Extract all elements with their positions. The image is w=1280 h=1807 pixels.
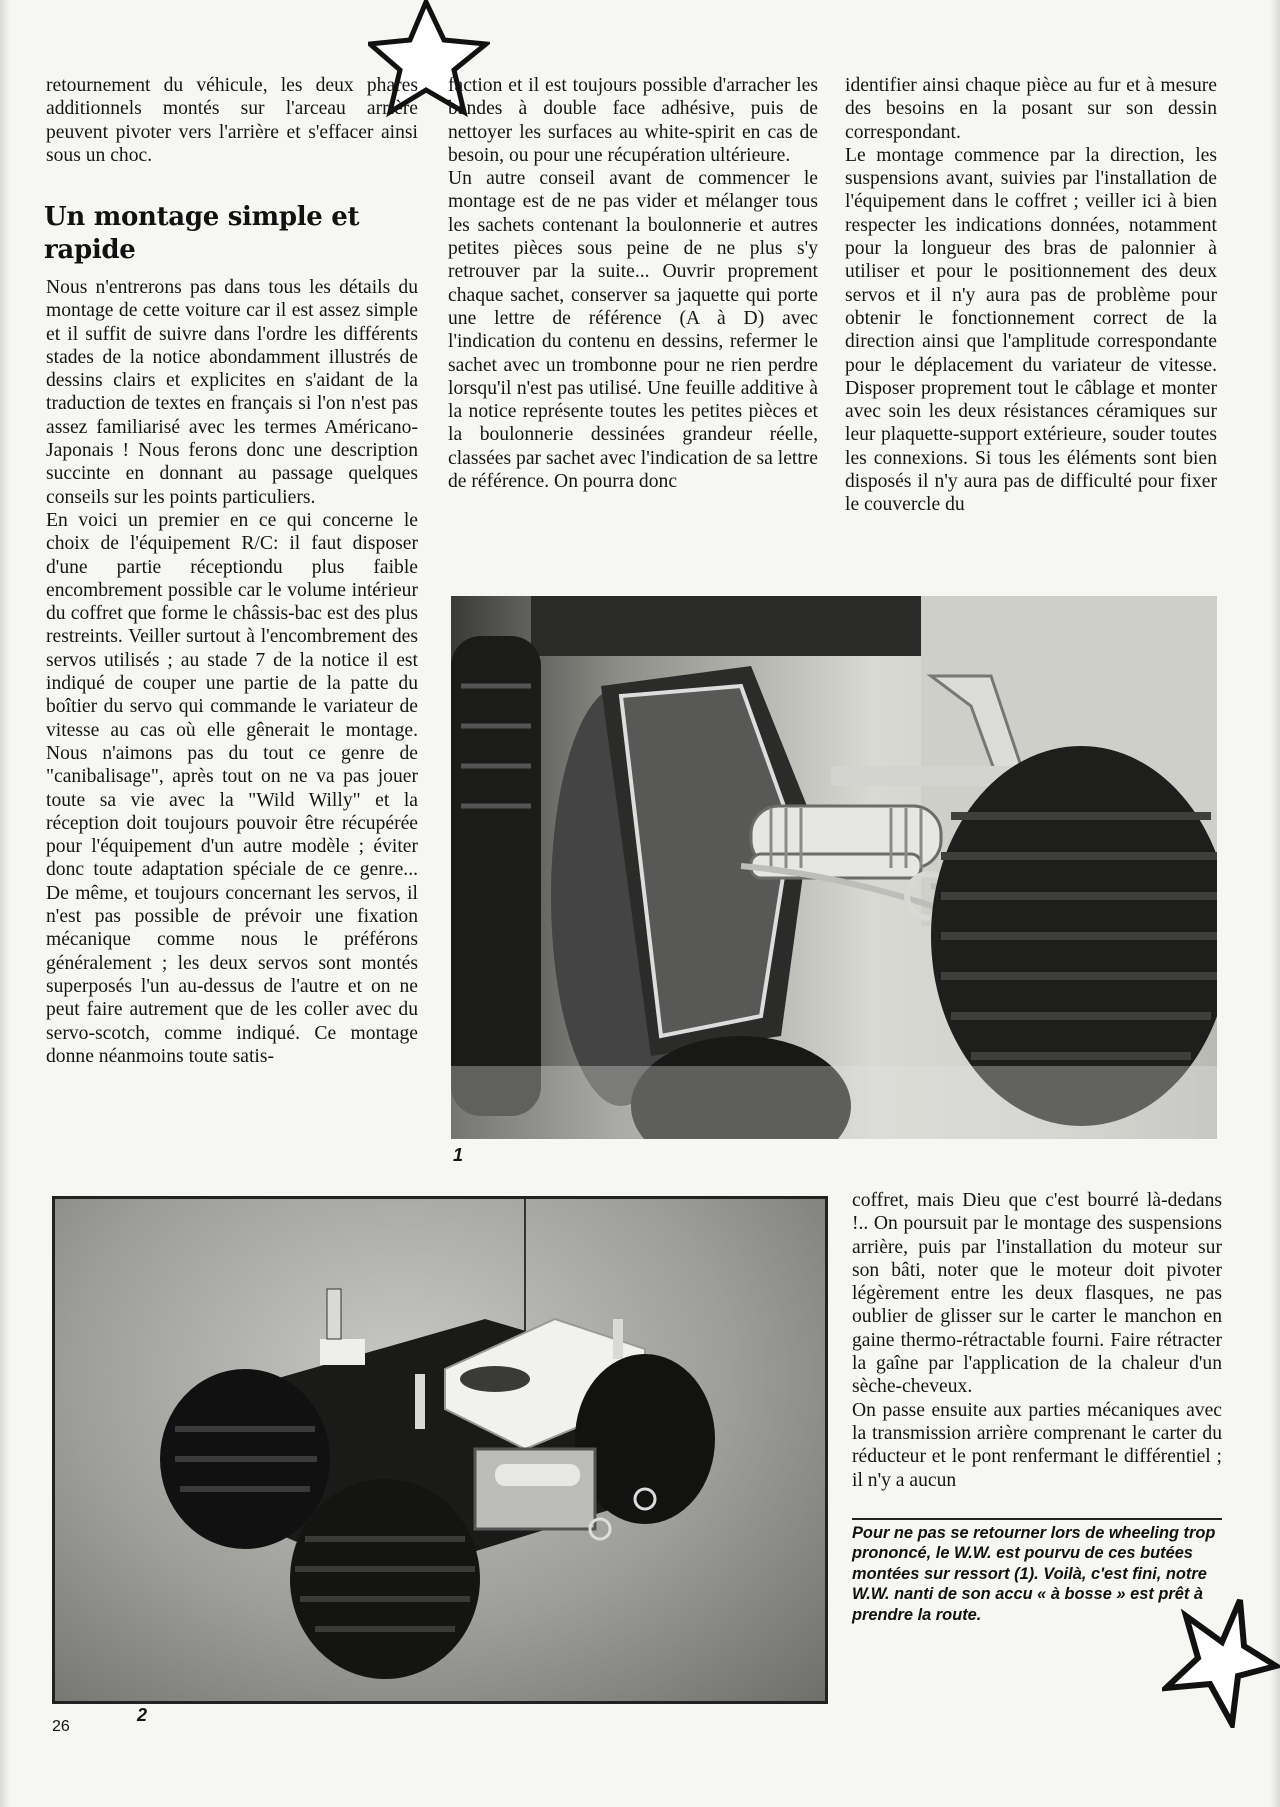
figure-caption: Pour ne pas se retourner lors de wheeling trop prononcé, le W.W. est pourvu de ces butées montées sur ressort (1). Voilà, c'est fini, notre W.W. nanti de son accu « à bosse » est prêt à prendre la route. <box>852 1524 1216 1624</box>
paragraph: coffret, mais Dieu que c'est bourré là-dedans !.. On poursuit par le montage des suspensions arrière, puis par l'installation du moteur sur son bâti, noter que le moteur doit pivoter légèrement entre les deux flasques, ne pas oublier de glisser sur le carter le manchon en gaine thermo-rétractable fourni. Faire rétracter la gaîne par l'application de la chaleur d'un sèche-cheveux. <box>852 1190 1222 1398</box>
article-column-1 <box>46 276 418 1068</box>
paragraph: retournement du véhicule, les deux phares additionnels montés sur l'arceau arrière peuvent pivoter vers l'arrière et s'effacer ainsi sous un choc. <box>46 75 418 166</box>
paragraph: En voici un premier en ce qui concerne le choix de l'équipement R/C: il faut disposer d'une partie réceptiondu plus faible encombrement possible car le volume intérieur du coffret que forme le châssis-bac est des plus restreints. Veiller surtout à l'encombrement des servos utilisés ; au stade 7 de la notice il est indiqué de couper une partie de la patte du boîtier du servo qui commande le variateur de vitesse au cas où elle gênerait le montage. Nous n'aimons pas du tout ce genre de "canibalisage", après tout on ne va pas jouer toute sa vie avec la "Wild Willy" et la réception doit toujours pouvoir être récupérée pour l'équipement d'un autre modèle ; éviter donc toute adaptation spéciale de ce genre... De même, et toujours concernant les servos, il n'est pas possible de prévoir une fixation mécanique comme nous le préférons généralement ; les deux servos sont montés superposés l'un au-dessus de l'autre et on ne peut faire autrement que de les coller avec du servo-scotch, comme indiqué. Ce montage donne néanmoins toute satis- <box>46 509 418 1067</box>
page-outer-edge <box>1270 0 1280 1807</box>
page-number: 26 <box>52 1718 70 1735</box>
paragraph: identifier ainsi chaque pièce au fur et à mesure des besoins en la posant sur son dessin correspondant. <box>845 75 1217 143</box>
article-column-3 <box>845 74 1217 517</box>
article-column-2 <box>448 74 818 493</box>
section-heading: Un montage simple et rapide <box>44 202 360 265</box>
paragraph: Nous n'entrerons pas dans tous les détails du montage de cette voiture car il est assez simple et il suffit de suivre dans l'ordre les différents stades de la notice abondamment illustrés de dessins clairs et explicites en s'aidant de la traduction de textes en français si l'on n'est pas assez familiarisé avec les termes Américano-Japonais ! Nous ferons donc une description succinte en donnant au passage quelques conseils sur les points particuliers. <box>46 277 418 508</box>
paragraph: Le montage commence par la direction, les suspensions avant, suivies par l'installation de l'équipement dans le coffret ; veiller ici à bien respecter les indications données, notamment pour la longueur des bras de palonnier à utiliser et pour le positionnement des deux servos et il n'y aura pas de problème pour obtenir le fonctionnement correct de la direction ainsi que l'amplitude correspondante pour le déplacement du variateur de vitesse. Disposer proprement tout le câblage et monter avec soin les deux résistances céramiques sur leur plaquette-support extérieure, souder toutes les connexions. Si tous les éléments sont bien disposés il n'y aura pas de difficulté pour fixer le couvercle du <box>845 144 1217 516</box>
page-binding-edge <box>0 0 10 1807</box>
photo-rear-bumper-springs <box>451 596 1217 1139</box>
paragraph: Un autre conseil avant de commencer le montage est de ne pas vider et mélanger tous les sachets contenant la boulonnerie et autres petites pièces sous peine de ne plus s'y retrouver par la suite... Ouvrir proprement chaque sachet, conserver sa jaquette qui porte une lettre de référence (A à D) avec l'indication du contenu en dessins, refermer le sachet avec un trombonne pour ne rien perdre lorsqu'il n'est pas utilisé. Une feuille additive à la notice représente toutes les petites pièces et la boulonnerie dessinées grandeur réelle, classées par sachet avec l'indication de sa lettre de référence. On pourra donc <box>448 168 818 493</box>
article-column-1-intro <box>46 74 418 167</box>
figure-1-number: 1 <box>453 1145 464 1165</box>
paragraph: On passe ensuite aux parties mécaniques avec la transmission arrière comprenant le carter du réducteur et le pont renfermant le différentiel ; il n'y a aucun <box>852 1399 1222 1491</box>
photo-assembled-car <box>52 1196 828 1704</box>
figure-2-number: 2 <box>137 1705 148 1725</box>
caption-rule <box>852 1518 1222 1520</box>
photo-2-illustration <box>55 1199 825 1701</box>
photo-1-illustration <box>451 596 1217 1139</box>
article-column-4 <box>852 1189 1222 1492</box>
paragraph: faction et il est toujours possible d'arracher les bandes à double face adhésive, puis de nettoyer les surfaces au white-spirit en cas de besoin, ou pour une récupération ultérieure. <box>448 75 818 166</box>
